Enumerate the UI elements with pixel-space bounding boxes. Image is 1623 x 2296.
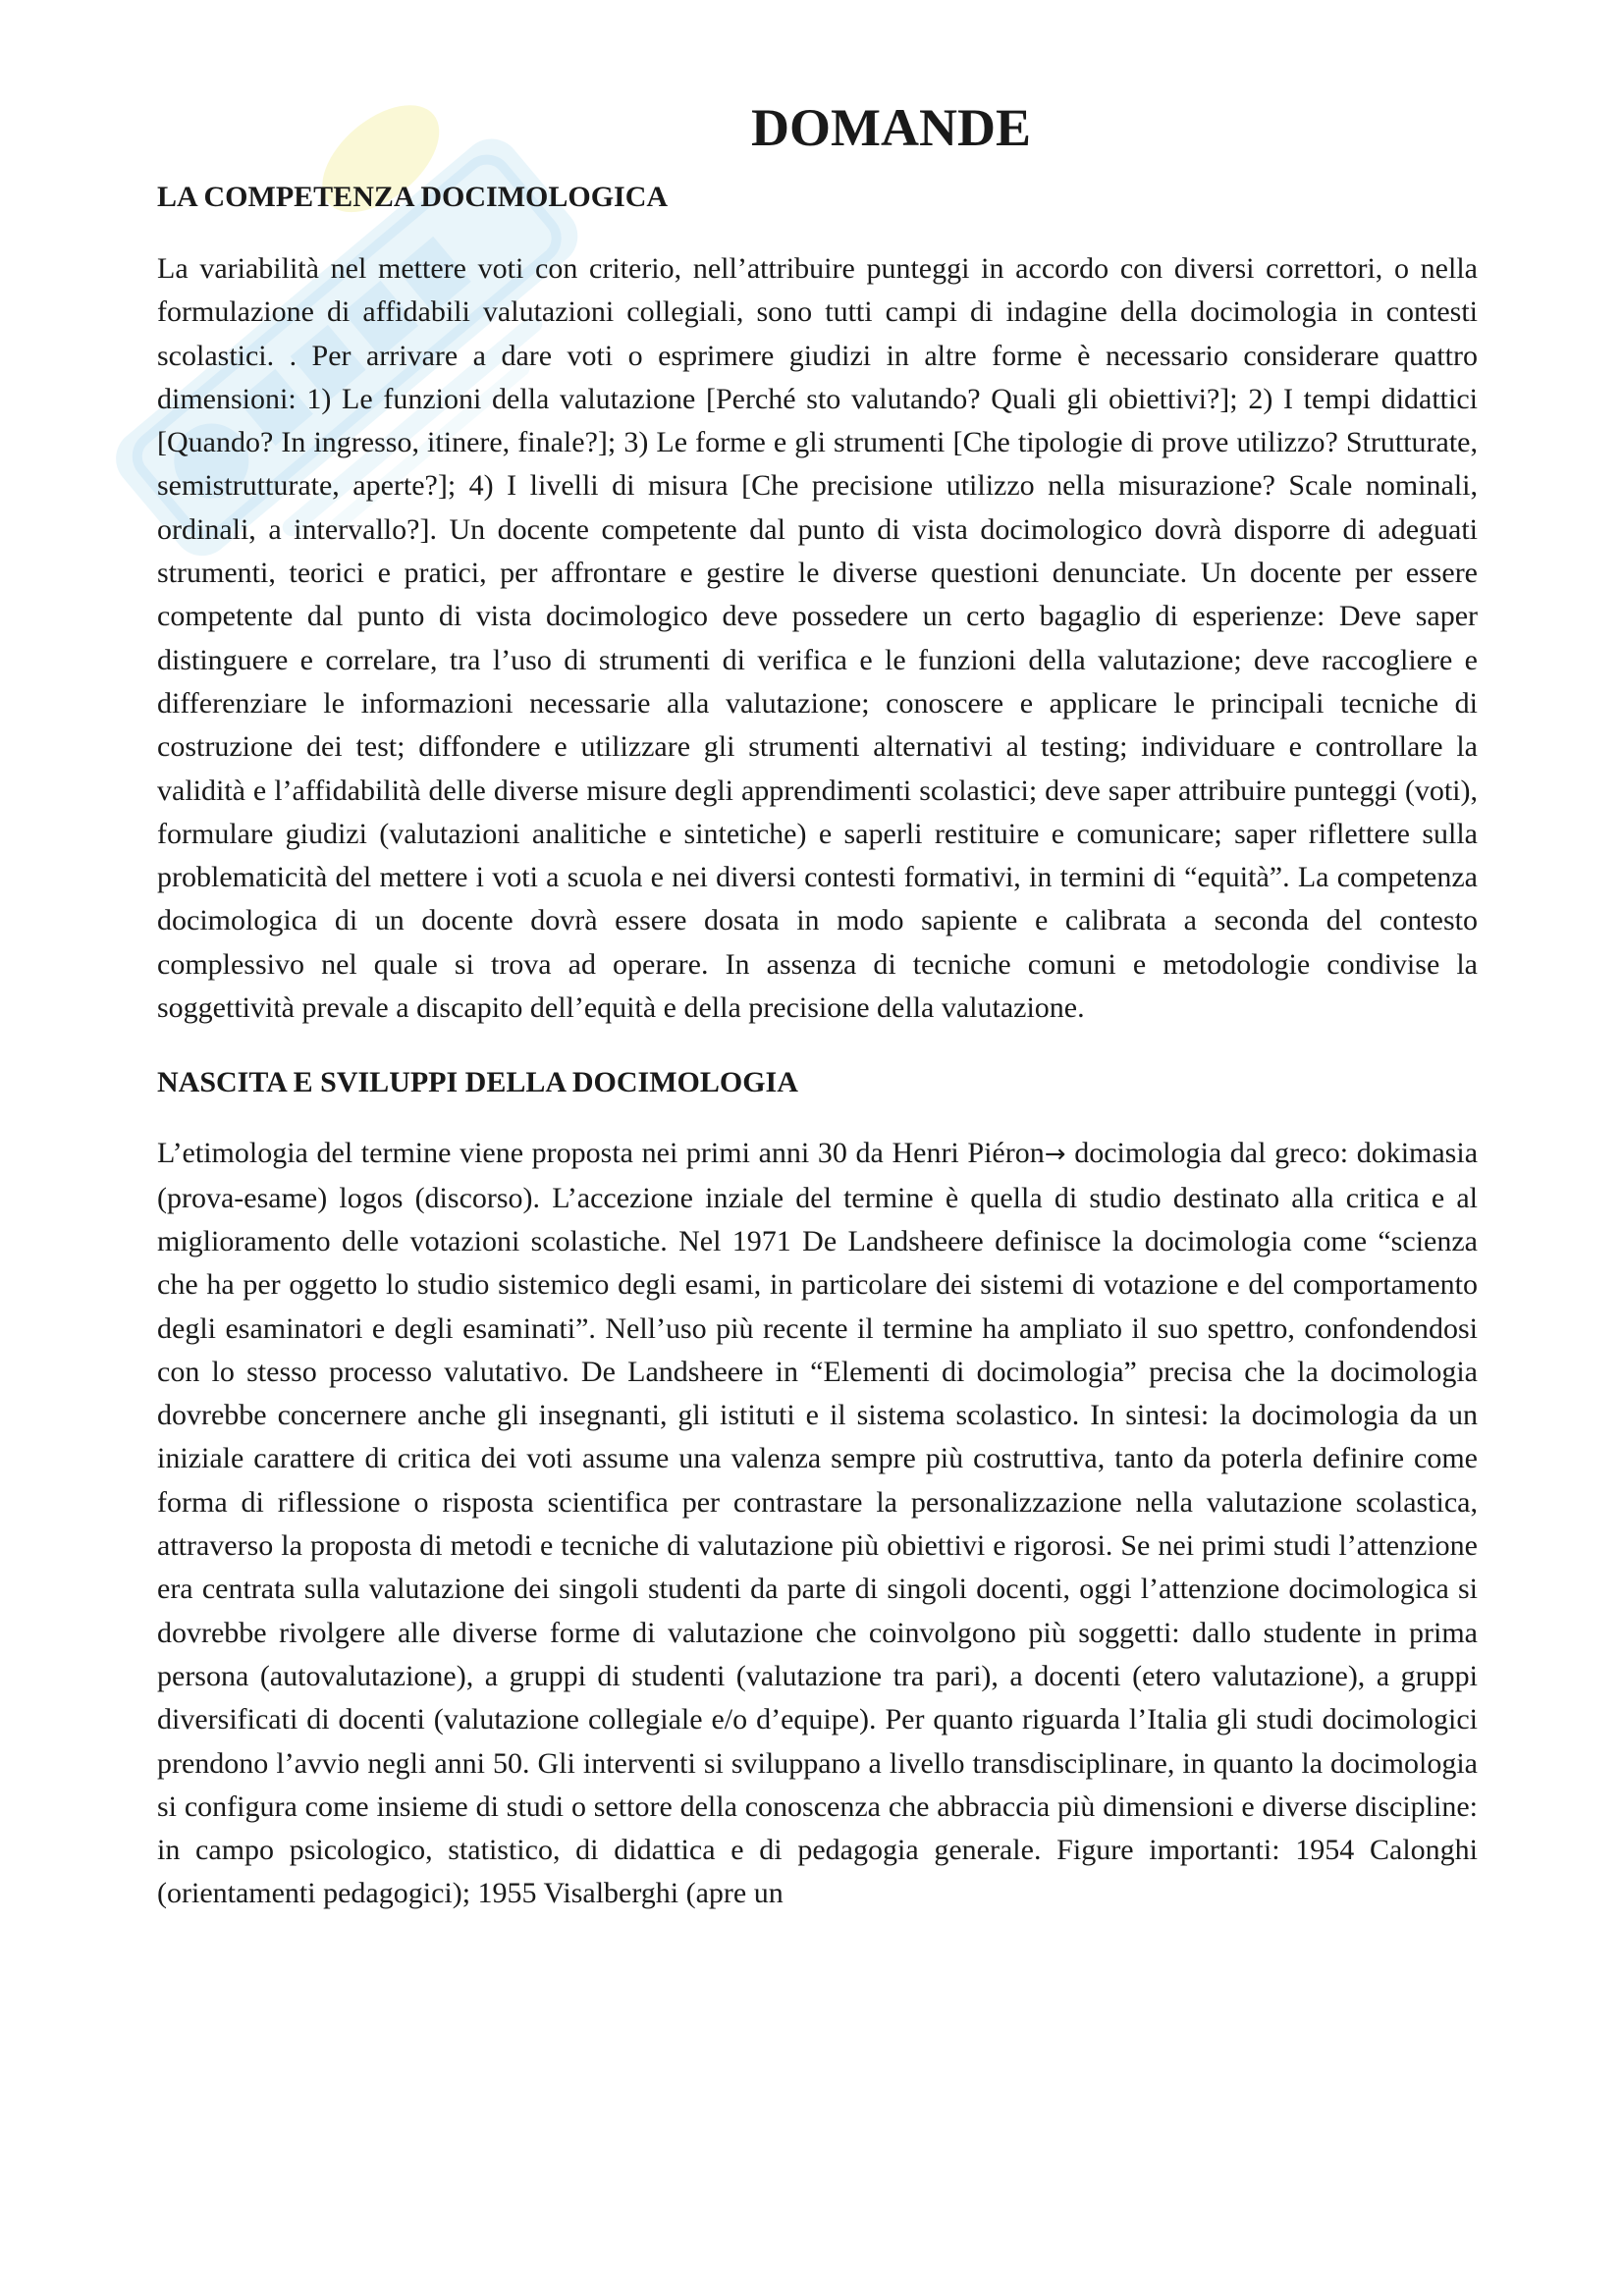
document-page bbox=[157, 93, 1478, 1916]
section-heading: LA COMPETENZA DOCIMOLOGICA bbox=[157, 181, 669, 213]
section-paragraph: La variabilità nel mettere voti con criterio, nell’attribuire punteggi in accordo con diversi correttori, o nella formulazione di affidabili valutazioni collegiali, sono tutti campi di indagine della docimologia in contesti scolastici. . Per arrivare a dare voti o esprimere giudizi in altre forme è necessario considerare quattro dimensioni: 1) Le funzioni della valutazione [Perché sto valutando? Quali gli obiettivi?]; 2) I tempi didattici [Quando? In ingresso, itinere, finale?]; 3) Le forme e gli strumenti [Che tipologie di prove utilizzo? Strutturate, semistrutturate, aperte?]; 4) I livelli di misura [Che precisione utilizzo nella misurazione? Scale nominali, ordinali, a intervallo?]. Un docente competente dal punto di vista docimologico dovrà disporre di adeguati strumenti, teorici e pratici, per affrontare e gestire le diverse questioni denunciate. Un docente per essere competente dal punto di vista docimologico deve possedere un certo bagaglio di esperienze: Deve saper distinguere e correlare, tra l’uso di strumenti di verifica e le funzioni della valutazione; deve raccogliere e differenziare le informazioni necessarie alla valutazione; conoscere e applicare le principali tecniche di costruzione dei test; diffondere e utilizzare gli strumenti alternativi al testing; individuare e controllare la validità e l’affidabilità delle diverse misure degli apprendimenti scolastici; deve saper attribuire punteggi (voti), formulare giudizi (valutazioni analitiche e sintetiche) e saperli restituire e comunicare; saper riflettere sulla problematicità del mettere i voti a scuola e nei diversi contesti formativi, in termini di “equità”. La competenza docimologica di un docente dovrà essere dosata in modo sapiente e calibrata a seconda del contesto complessivo nel quale si trova ad operare. In assenza di tecniche comuni e metodologie condivise la soggettività prevale a discapito dell’equità e della precisione della valutazione. bbox=[157, 252, 1478, 1025]
section-paragraph bbox=[157, 1132, 1478, 1915]
document-title: DOMANDE bbox=[751, 98, 1031, 157]
paragraph-text-continued: docimologia dal greco: dokimasia (prova-esame) logos (discorso). L’accezione inziale del termine è quella di studio destinato alla critica e al miglioramento delle votazioni scolastiche. Nel 1971 De Landsheere definisce la docimologia come “scienza che ha per oggetto lo studio sistemico degli esami, in particolare dei sistemi di votazione e del comportamento degli esaminatori e degli esaminati”. Nell’uso più recente il termine ha ampliato il suo spettro, confondendosi con lo stesso processo valutativo. De Landsheere in “Elementi di docimologia” precisa che la docimologia dovrebbe concernere anche gli insegnanti, gli istituti e il sistema scolastico. In sintesi: la docimologia da un iniziale carattere di critica dei voti assume una valenza sempre più costruttiva, tanto da poterla definire come forma di riflessione o risposta scientifica per contrastare la personalizzazione nella valutazione scolastica, attraverso la proposta di metodi e tecniche di valutazione più obiettivi e rigorosi. Se nei primi studi l’attenzione era centrata sulla valutazione dei singoli studenti da parte di singoli docenti, oggi l’attenzione docimologica si dovrebbe rivolgere alle diverse forme di valutazione che coinvolgono più soggetti: dallo studente in prima persona (autovalutazione), a gruppi di studenti (valutazione tra pari), a docenti (etero valutazione), a gruppi diversificati di docenti (valutazione collegiale e/o d’equipe). Per quanto riguarda l’Italia gli studi docimologici prendono l’avvio negli anni 50. Gli interventi si sviluppano a livello transdisciplinare, in quanto la docimologia si configura come insieme di studi o settore della conoscenza che abbraccia più dimensioni e diverse discipline: in campo psicologico, statistico, di didattica e di pedagogia generale. Figure importanti: 1954 Calonghi (orientamenti pedagogici); 1955 Visalberghi (apre un bbox=[157, 1137, 1479, 1910]
section-competenza-docimologica bbox=[157, 178, 1478, 1030]
section-heading: NASCITA E SVILUPPI DELLA DOCIMOLOGIA bbox=[157, 1066, 798, 1099]
paragraph-text-start: L’etimologia del termine viene proposta nei primi anni 30 da Henri Piéron bbox=[157, 1137, 1045, 1170]
section-nascita-sviluppi bbox=[157, 1063, 1478, 1915]
arrow-right-icon: → bbox=[1044, 1140, 1066, 1170]
